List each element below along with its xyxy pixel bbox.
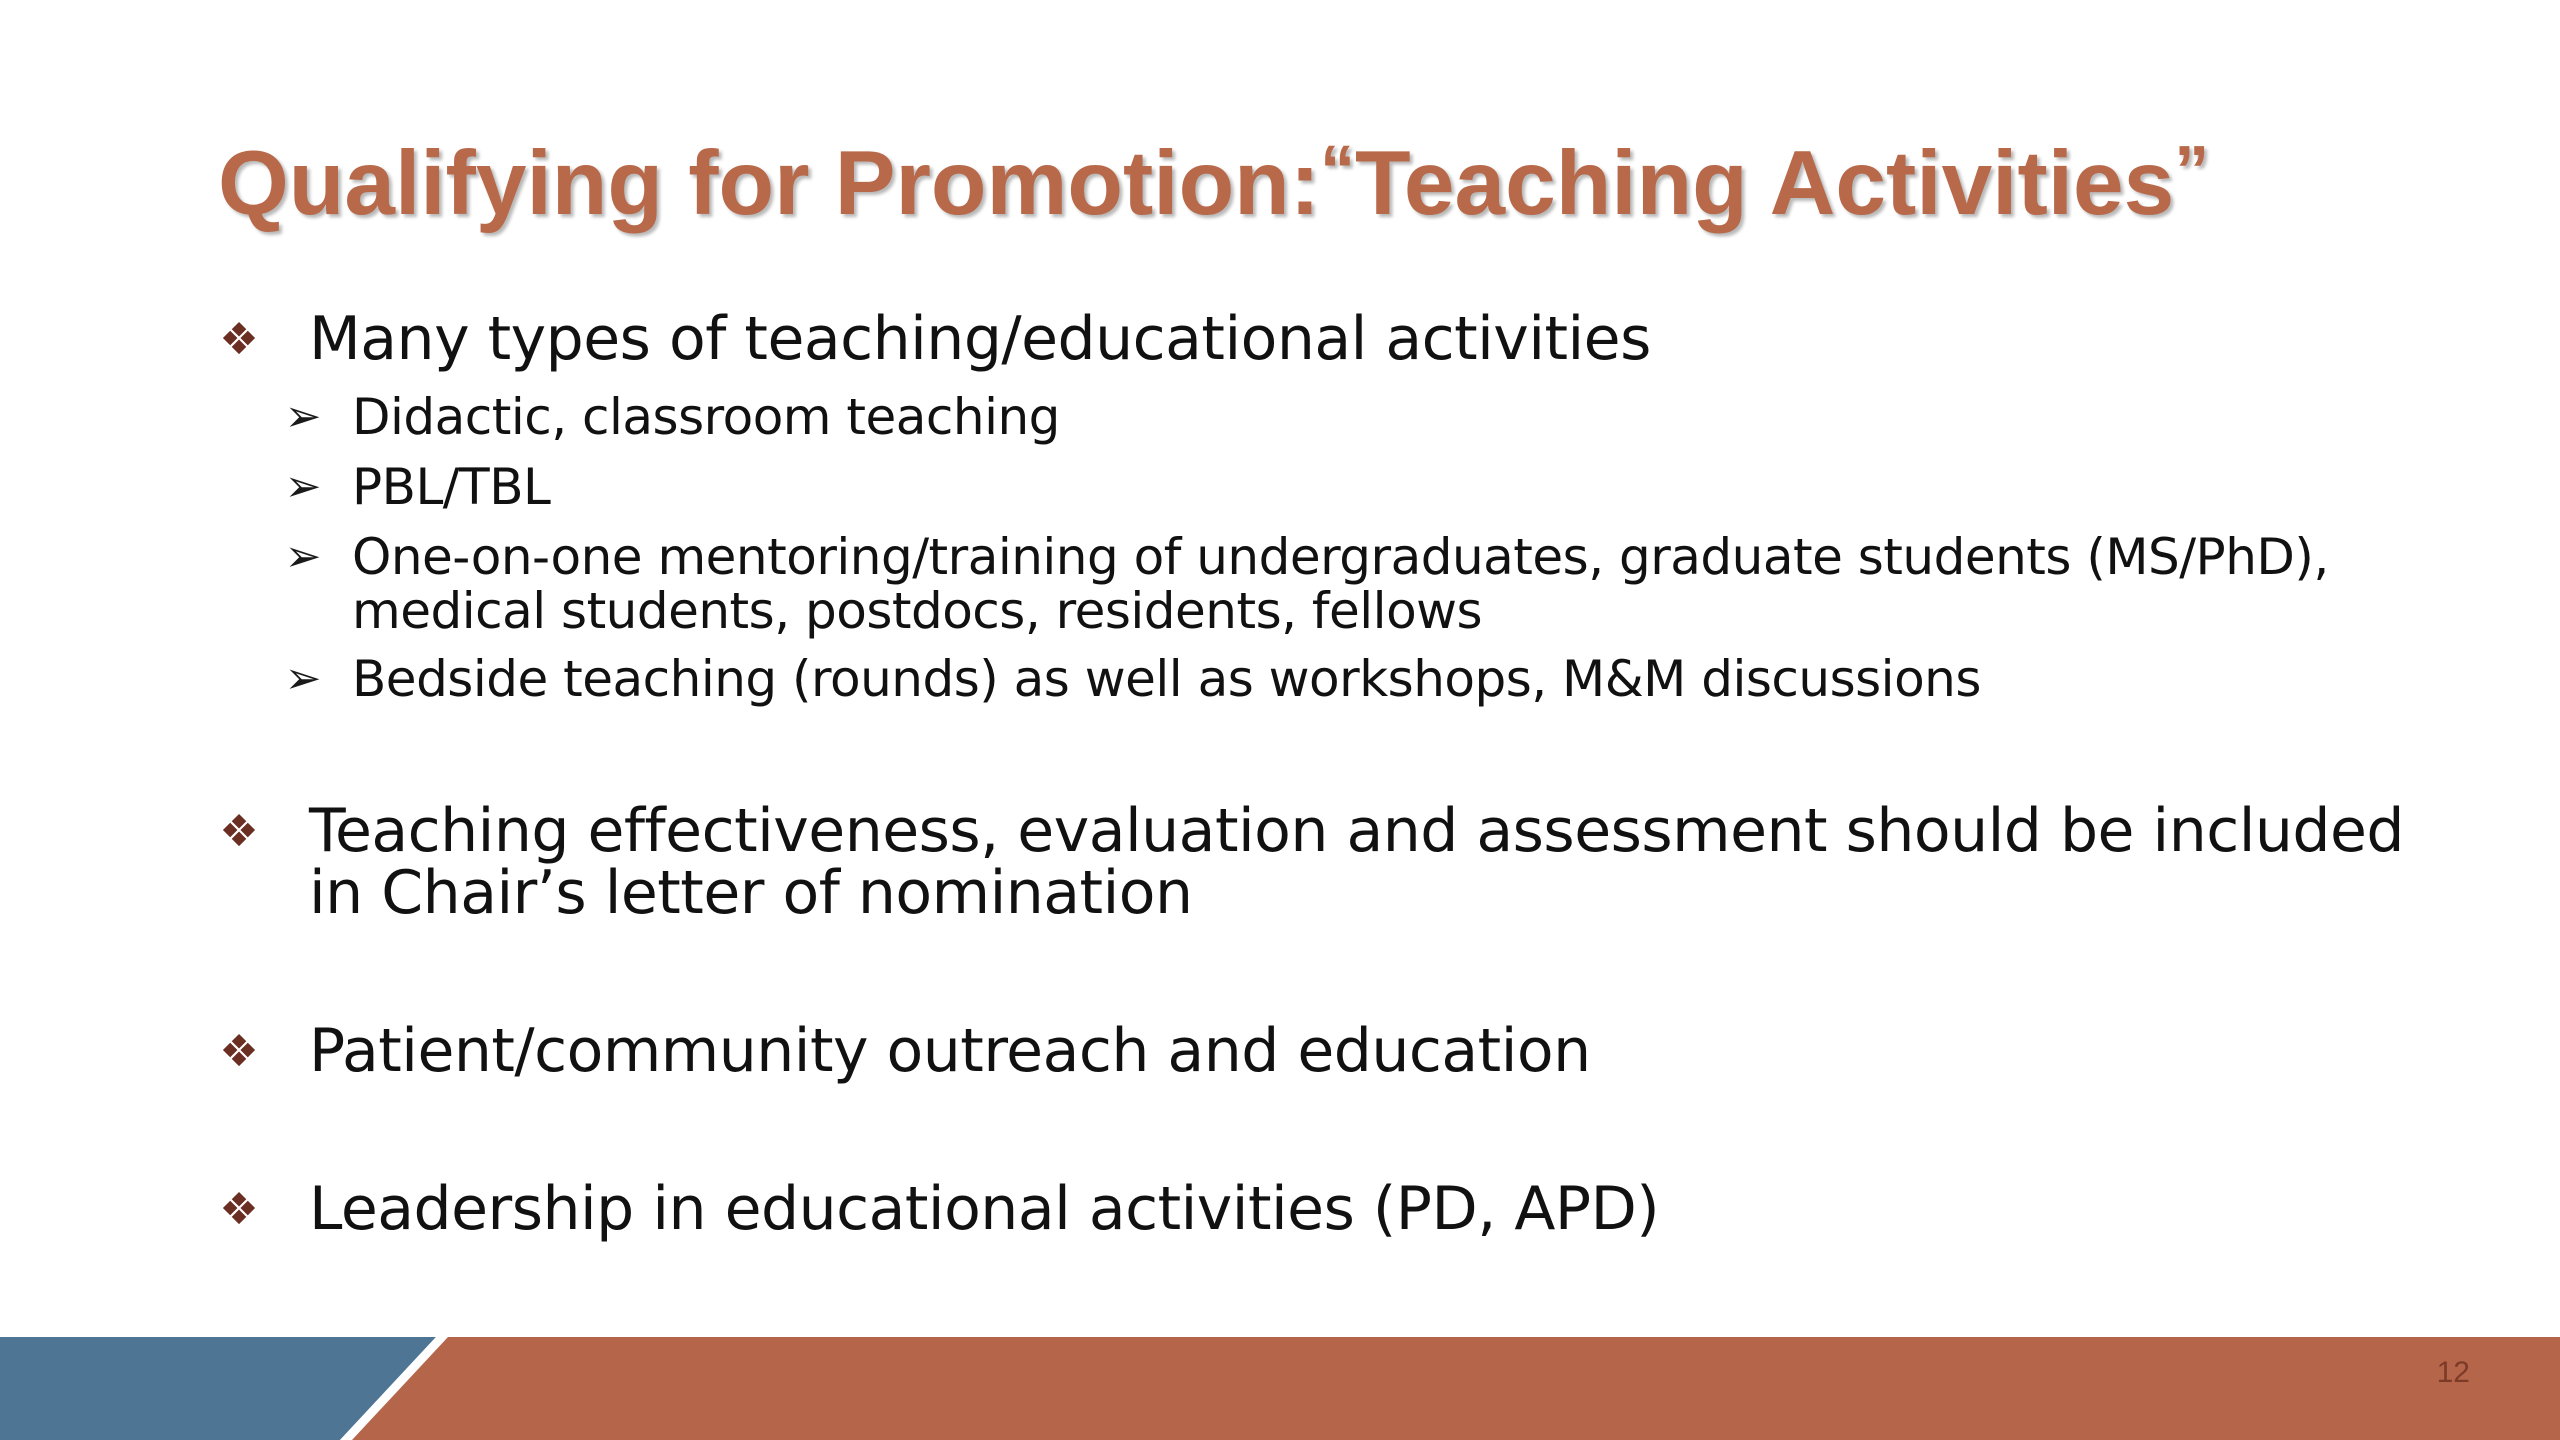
- sub-bullet-text: Bedside teaching (rounds) as well as workshops, M&M discussions: [352, 650, 1981, 708]
- sub-bullet-text: PBL/TBL: [352, 458, 551, 516]
- diamond-bullet-icon: ❖: [219, 315, 259, 364]
- footer-band: [0, 1337, 2560, 1440]
- bullet-text: Teaching effectiveness, evaluation and assessment should be included in Chair’s letter of nomination: [309, 796, 2405, 928]
- sub-bullet-text: Didactic, classroom teaching: [352, 388, 1060, 446]
- bullet-text: Patient/community outreach and education: [309, 1016, 1591, 1086]
- arrow-bullet-icon: ➢: [284, 462, 322, 511]
- diamond-bullet-icon: ❖: [219, 1027, 259, 1076]
- title-close-quote: ”: [2174, 131, 2210, 209]
- bullet-text: Leadership in educational activities (PD, APD): [309, 1174, 1660, 1244]
- sub-bullet-text: One-on-one mentoring/training of undergraduates, graduate students (MS/PhD), medical students, postdocs, residents, fellows: [352, 528, 2329, 640]
- diamond-bullet-icon: ❖: [219, 1185, 259, 1234]
- title-prefix: Qualifying for Promotion:: [218, 133, 1321, 234]
- arrow-bullet-icon: ➢: [284, 654, 322, 703]
- footer-graphic: [0, 1337, 2560, 1440]
- arrow-bullet-icon: ➢: [284, 532, 322, 581]
- bullet-text: Many types of teaching/educational activities: [309, 304, 1651, 374]
- arrow-bullet-icon: ➢: [284, 392, 322, 441]
- diamond-bullet-icon: ❖: [219, 807, 259, 856]
- title-quoted-text: Teaching Activities: [1355, 133, 2175, 234]
- page-number: 12: [2436, 1356, 2470, 1389]
- footer-orange-block: [352, 1337, 2560, 1440]
- title-open-quote: “: [1320, 131, 1356, 209]
